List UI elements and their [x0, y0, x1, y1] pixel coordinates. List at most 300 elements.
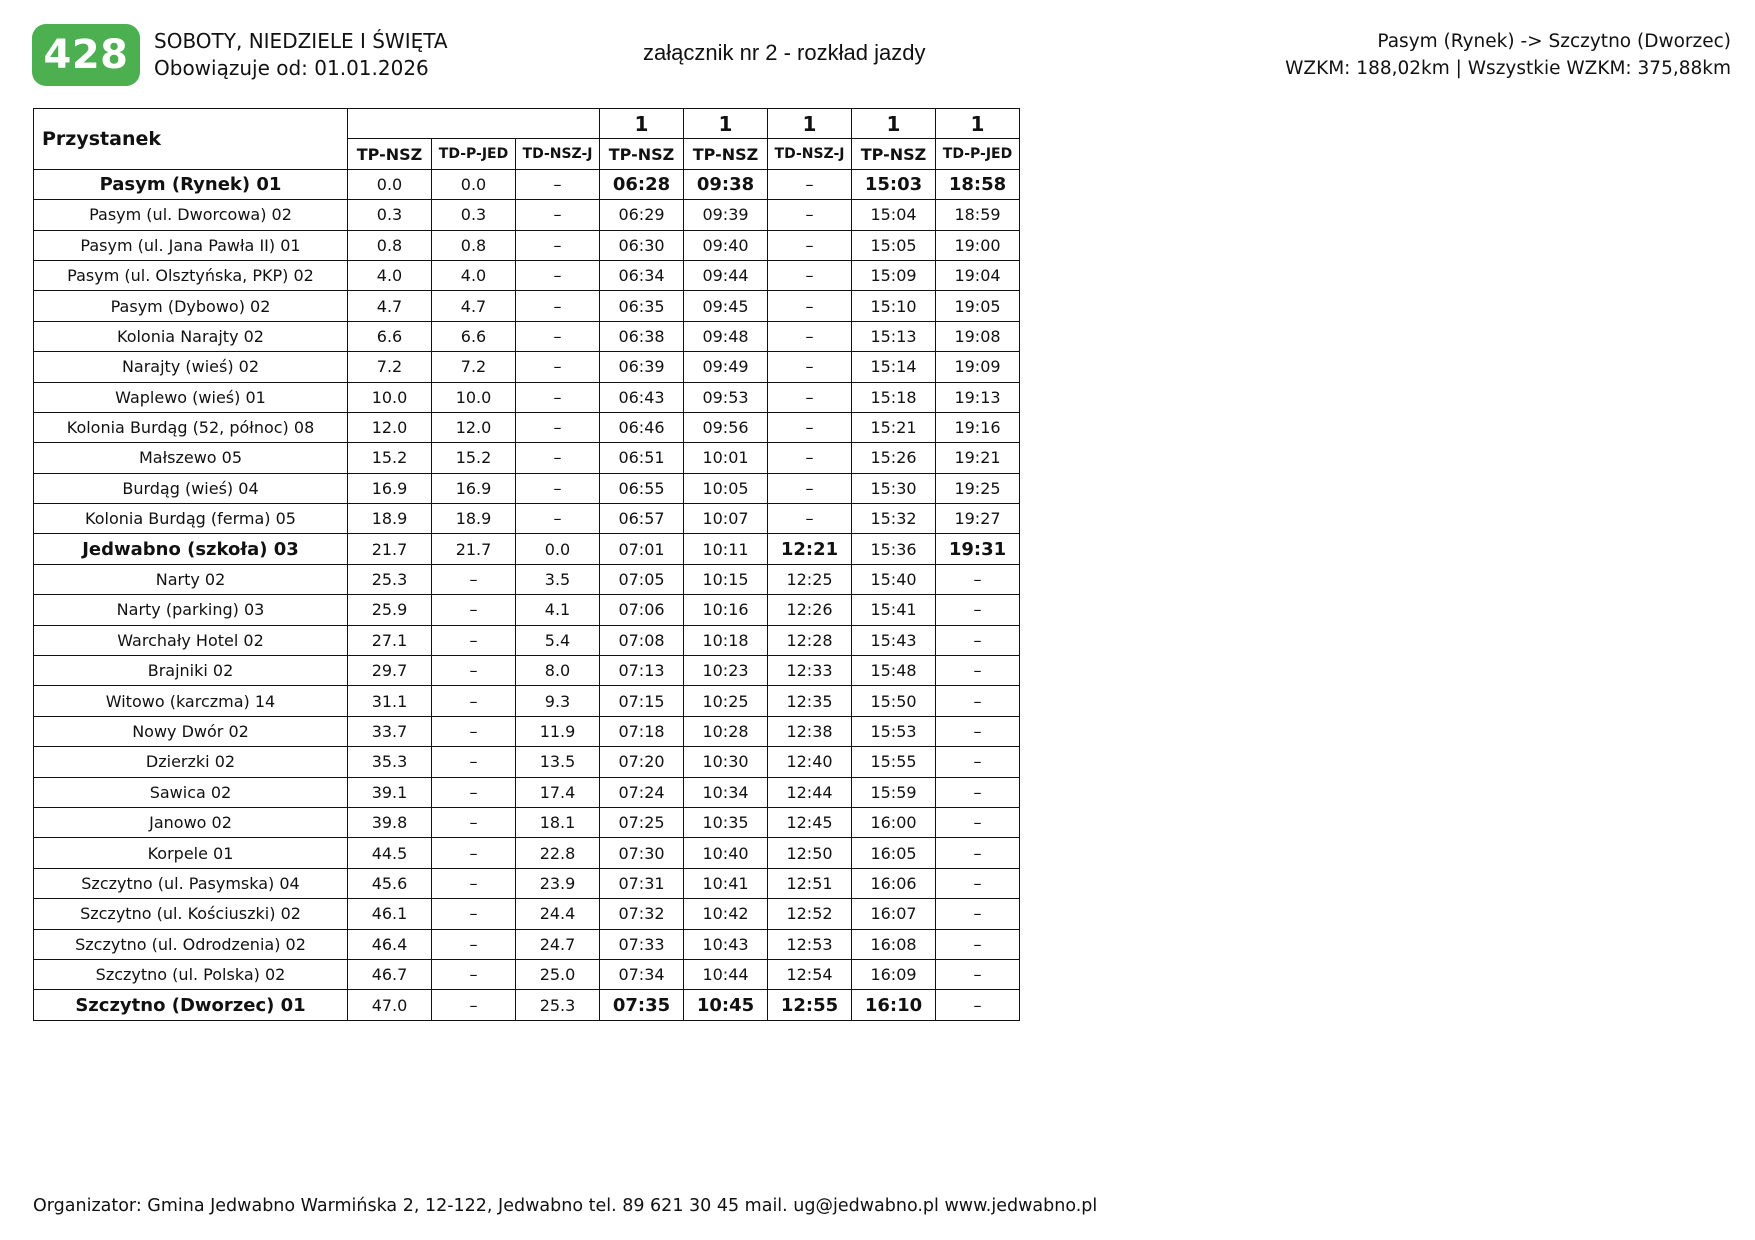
table-row [34, 443, 1020, 473]
departure-time-cell: 16:06 [852, 868, 936, 898]
table-row [34, 291, 1020, 321]
departure-time-cell: 06:46 [600, 412, 684, 442]
course-number: 1 [684, 109, 768, 139]
distance-cell: – [516, 382, 600, 412]
distance-cell: 21.7 [348, 534, 432, 564]
distance-cell: 10.0 [432, 382, 516, 412]
departure-time-cell: 15:14 [852, 352, 936, 382]
departure-time-cell: 15:03 [852, 169, 936, 199]
departure-time-cell: 16:08 [852, 929, 936, 959]
departure-time-cell: 06:30 [600, 230, 684, 260]
distance-cell: – [516, 200, 600, 230]
distance-cell: 17.4 [516, 777, 600, 807]
distance-cell: – [432, 929, 516, 959]
course-number: 1 [936, 109, 1020, 139]
departure-time-cell: 10:18 [684, 625, 768, 655]
distance-cell: 15.2 [348, 443, 432, 473]
departure-time-cell: – [768, 443, 852, 473]
stop-name: Kolonia Burdąg (52, północ) 08 [34, 412, 348, 442]
departure-time-cell: 16:10 [852, 990, 936, 1020]
distance-cell: 25.3 [348, 564, 432, 594]
distance-cell: 4.1 [516, 595, 600, 625]
departure-time-cell: 16:05 [852, 838, 936, 868]
departure-time-cell: 10:43 [684, 929, 768, 959]
departure-time-cell: 18:59 [936, 200, 1020, 230]
distance-cell: 18.9 [348, 504, 432, 534]
departure-time-cell: 12:45 [768, 807, 852, 837]
stop-name: Burdąg (wieś) 04 [34, 473, 348, 503]
departure-time-cell: 06:35 [600, 291, 684, 321]
departure-time-cell: – [936, 564, 1020, 594]
distance-cell: 47.0 [348, 990, 432, 1020]
distance-cell: – [516, 412, 600, 442]
distance-cell: 12.0 [348, 412, 432, 442]
distance-cell: – [432, 656, 516, 686]
distance-variant: TD-P-JED [432, 139, 516, 169]
departure-time-cell: 16:09 [852, 959, 936, 989]
departure-time-cell: 15:30 [852, 473, 936, 503]
distance-cell: 4.0 [432, 260, 516, 290]
distance-cell: 0.3 [348, 200, 432, 230]
distance-cell: 25.3 [516, 990, 600, 1020]
departure-time-cell: 09:38 [684, 169, 768, 199]
distance-cell: 6.6 [432, 321, 516, 351]
distance-cell: 7.2 [348, 352, 432, 382]
distance-header-spacer [348, 109, 600, 139]
distance-cell: 23.9 [516, 868, 600, 898]
distance-variant: TP-NSZ [348, 139, 432, 169]
distance-cell: – [432, 747, 516, 777]
table-row [34, 321, 1020, 351]
departure-time-cell: 19:04 [936, 260, 1020, 290]
departure-time-cell: 07:05 [600, 564, 684, 594]
departure-time-cell: 15:50 [852, 686, 936, 716]
departure-time-cell: 06:57 [600, 504, 684, 534]
distance-cell: 44.5 [348, 838, 432, 868]
distance-cell: 11.9 [516, 716, 600, 746]
distance-cell: 12.0 [432, 412, 516, 442]
departure-time-cell: 19:27 [936, 504, 1020, 534]
distance-cell: 0.0 [432, 169, 516, 199]
departure-time-cell: – [768, 321, 852, 351]
table-row [34, 169, 1020, 199]
table-row [34, 959, 1020, 989]
table-row [34, 504, 1020, 534]
stop-name: Szczytno (ul. Kościuszki) 02 [34, 899, 348, 929]
departure-time-cell: 16:00 [852, 807, 936, 837]
departure-time-cell: 07:18 [600, 716, 684, 746]
departure-time-cell: – [768, 504, 852, 534]
distance-cell: 16.9 [432, 473, 516, 503]
distance-cell: 0.8 [348, 230, 432, 260]
departure-time-cell: 10:40 [684, 838, 768, 868]
departure-time-cell: 15:09 [852, 260, 936, 290]
distance-cell: 39.1 [348, 777, 432, 807]
departure-time-cell: 12:53 [768, 929, 852, 959]
departure-time-cell: 15:41 [852, 595, 936, 625]
distance-cell: 18.1 [516, 807, 600, 837]
distance-cell: – [432, 838, 516, 868]
table-row [34, 625, 1020, 655]
departure-time-cell: – [936, 595, 1020, 625]
stop-name: Warchały Hotel 02 [34, 625, 348, 655]
departure-time-cell: 12:52 [768, 899, 852, 929]
stop-name: Szczytno (Dworzec) 01 [34, 990, 348, 1020]
departure-time-cell: – [936, 777, 1020, 807]
distance-cell: 0.8 [432, 230, 516, 260]
stop-name: Witowo (karczma) 14 [34, 686, 348, 716]
departure-time-cell: – [768, 352, 852, 382]
departure-time-cell: 12:38 [768, 716, 852, 746]
stop-name: Janowo 02 [34, 807, 348, 837]
departure-time-cell: 12:25 [768, 564, 852, 594]
distance-cell: 5.4 [516, 625, 600, 655]
distance-cell: – [516, 230, 600, 260]
departure-time-cell: 12:50 [768, 838, 852, 868]
departure-time-cell: 09:56 [684, 412, 768, 442]
course-variant: TD-NSZ-J [768, 139, 852, 169]
stop-name: Kolonia Narajty 02 [34, 321, 348, 351]
departure-time-cell: 06:55 [600, 473, 684, 503]
table-row [34, 382, 1020, 412]
departure-time-cell: 15:18 [852, 382, 936, 412]
table-row [34, 777, 1020, 807]
distance-cell: – [432, 564, 516, 594]
departure-time-cell: 10:41 [684, 868, 768, 898]
distance-cell: 46.7 [348, 959, 432, 989]
departure-time-cell: 07:32 [600, 899, 684, 929]
valid-from: Obowiązuje od: 01.01.2026 [154, 56, 429, 80]
departure-time-cell: 19:05 [936, 291, 1020, 321]
attachment-title: załącznik nr 2 - rozkład jazdy [643, 40, 926, 65]
table-row [34, 807, 1020, 837]
distance-cell: – [432, 625, 516, 655]
departure-time-cell: 19:13 [936, 382, 1020, 412]
departure-time-cell: 19:31 [936, 534, 1020, 564]
departure-time-cell: 15:55 [852, 747, 936, 777]
departure-time-cell: 06:29 [600, 200, 684, 230]
departure-time-cell: 12:55 [768, 990, 852, 1020]
table-row [34, 747, 1020, 777]
distance-cell: 0.3 [432, 200, 516, 230]
departure-time-cell: – [768, 291, 852, 321]
departure-time-cell: 18:58 [936, 169, 1020, 199]
course-number: 1 [852, 109, 936, 139]
schedule-info [154, 28, 448, 82]
distance-cell: 31.1 [348, 686, 432, 716]
departure-time-cell: 15:59 [852, 777, 936, 807]
departure-time-cell: 10:01 [684, 443, 768, 473]
table-row [34, 534, 1020, 564]
departure-time-cell: 06:39 [600, 352, 684, 382]
departure-time-cell: 12:44 [768, 777, 852, 807]
course-variant: TP-NSZ [684, 139, 768, 169]
departure-time-cell: – [936, 899, 1020, 929]
distance-cell: – [432, 686, 516, 716]
departure-time-cell: 10:45 [684, 990, 768, 1020]
distance-cell: 3.5 [516, 564, 600, 594]
route-direction: Pasym (Rynek) -> Szczytno (Dworzec) [1377, 31, 1731, 52]
departure-time-cell: 10:25 [684, 686, 768, 716]
departure-time-cell: 10:30 [684, 747, 768, 777]
stop-name: Pasym (ul. Dworcowa) 02 [34, 200, 348, 230]
stop-name: Brajniki 02 [34, 656, 348, 686]
departure-time-cell: 10:15 [684, 564, 768, 594]
departure-time-cell: 10:23 [684, 656, 768, 686]
departure-time-cell: – [936, 807, 1020, 837]
departure-time-cell: 07:20 [600, 747, 684, 777]
course-number: 1 [768, 109, 852, 139]
departure-time-cell: 15:32 [852, 504, 936, 534]
stop-name: Pasym (ul. Jana Pawła II) 01 [34, 230, 348, 260]
stop-name: Narty (parking) 03 [34, 595, 348, 625]
departure-time-cell: 09:44 [684, 260, 768, 290]
departure-time-cell: 15:53 [852, 716, 936, 746]
stop-name: Korpele 01 [34, 838, 348, 868]
distance-cell: 22.8 [516, 838, 600, 868]
departure-time-cell: 16:07 [852, 899, 936, 929]
departure-time-cell: 15:36 [852, 534, 936, 564]
departure-time-cell: 12:21 [768, 534, 852, 564]
stop-name: Narty 02 [34, 564, 348, 594]
departure-time-cell: 09:53 [684, 382, 768, 412]
departure-time-cell: 19:00 [936, 230, 1020, 260]
departure-time-cell: 10:44 [684, 959, 768, 989]
line-number-badge: 428 [32, 24, 140, 86]
departure-time-cell: 07:35 [600, 990, 684, 1020]
departure-time-cell: – [768, 412, 852, 442]
stop-name: Sawica 02 [34, 777, 348, 807]
distance-cell: 21.7 [432, 534, 516, 564]
distance-cell: – [516, 260, 600, 290]
departure-time-cell: – [936, 656, 1020, 686]
distance-cell: 35.3 [348, 747, 432, 777]
distance-cell: 6.6 [348, 321, 432, 351]
course-variant: TP-NSZ [852, 139, 936, 169]
departure-time-cell: – [936, 747, 1020, 777]
stop-name: Pasym (Rynek) 01 [34, 169, 348, 199]
day-type: SOBOTY, NIEDZIELE I ŚWIĘTA [154, 29, 448, 53]
departure-time-cell: 10:05 [684, 473, 768, 503]
distance-cell: 25.0 [516, 959, 600, 989]
departure-time-cell: 07:06 [600, 595, 684, 625]
departure-time-cell: 07:25 [600, 807, 684, 837]
stop-name: Szczytno (ul. Pasymska) 04 [34, 868, 348, 898]
distance-variant: TD-NSZ-J [516, 139, 600, 169]
distance-cell: – [516, 473, 600, 503]
course-number-row [34, 109, 1020, 139]
departure-time-cell: 07:15 [600, 686, 684, 716]
distance-cell: – [432, 899, 516, 929]
distance-cell: – [432, 595, 516, 625]
departure-time-cell: – [768, 230, 852, 260]
distance-cell: 24.7 [516, 929, 600, 959]
departure-time-cell: 19:25 [936, 473, 1020, 503]
organizer-footer: Organizator: Gmina Jedwabno Warmińska 2, 12-122, Jedwabno tel. 89 621 30 45 mail. ug@jedwabno.pl www.jedwabno.pl [33, 1196, 1098, 1216]
table-row [34, 352, 1020, 382]
table-row [34, 990, 1020, 1020]
distance-cell: 39.8 [348, 807, 432, 837]
departure-time-cell: 15:13 [852, 321, 936, 351]
departure-time-cell: 10:35 [684, 807, 768, 837]
departure-time-cell: 07:13 [600, 656, 684, 686]
stop-name: Dzierzki 02 [34, 747, 348, 777]
distance-cell: 0.0 [516, 534, 600, 564]
distance-cell: – [516, 443, 600, 473]
distance-cell: 13.5 [516, 747, 600, 777]
stop-name: Pasym (Dybowo) 02 [34, 291, 348, 321]
distance-cell: 46.4 [348, 929, 432, 959]
departure-time-cell: 12:28 [768, 625, 852, 655]
departure-time-cell: 15:10 [852, 291, 936, 321]
departure-time-cell: 06:51 [600, 443, 684, 473]
departure-time-cell: 10:16 [684, 595, 768, 625]
departure-time-cell: 12:51 [768, 868, 852, 898]
departure-time-cell: – [936, 625, 1020, 655]
timetable [33, 108, 1020, 1021]
departure-time-cell: 10:34 [684, 777, 768, 807]
departure-time-cell: – [936, 868, 1020, 898]
departure-time-cell: 15:48 [852, 656, 936, 686]
table-row [34, 838, 1020, 868]
departure-time-cell: 10:28 [684, 716, 768, 746]
distance-cell: – [432, 716, 516, 746]
departure-time-cell: 19:21 [936, 443, 1020, 473]
table-row [34, 716, 1020, 746]
distance-cell: 33.7 [348, 716, 432, 746]
departure-time-cell: – [936, 990, 1020, 1020]
departure-time-cell: 06:28 [600, 169, 684, 199]
departure-time-cell: 15:04 [852, 200, 936, 230]
departure-time-cell: – [936, 959, 1020, 989]
stop-column-header: Przystanek [34, 109, 348, 170]
departure-time-cell: 19:09 [936, 352, 1020, 382]
distance-cell: – [432, 959, 516, 989]
departure-time-cell: 10:07 [684, 504, 768, 534]
distance-cell: – [516, 504, 600, 534]
departure-time-cell: 09:48 [684, 321, 768, 351]
wzkm-summary: WZKM: 188,02km | Wszystkie WZKM: 375,88km [1285, 58, 1731, 79]
departure-time-cell: 07:31 [600, 868, 684, 898]
stop-name: Kolonia Burdąg (ferma) 05 [34, 504, 348, 534]
distance-cell: 15.2 [432, 443, 516, 473]
distance-cell: – [432, 807, 516, 837]
departure-time-cell: – [936, 929, 1020, 959]
distance-cell: 0.0 [348, 169, 432, 199]
departure-time-cell: 10:11 [684, 534, 768, 564]
departure-time-cell: 09:40 [684, 230, 768, 260]
table-row [34, 868, 1020, 898]
departure-time-cell: 15:40 [852, 564, 936, 594]
distance-cell: 4.7 [432, 291, 516, 321]
distance-cell: 4.0 [348, 260, 432, 290]
departure-time-cell: 19:16 [936, 412, 1020, 442]
departure-time-cell: 12:26 [768, 595, 852, 625]
timetable-body [34, 169, 1020, 1020]
table-row [34, 899, 1020, 929]
distance-cell: 10.0 [348, 382, 432, 412]
stop-name: Szczytno (ul. Odrodzenia) 02 [34, 929, 348, 959]
distance-cell: 25.9 [348, 595, 432, 625]
departure-time-cell: 06:43 [600, 382, 684, 412]
distance-cell: – [432, 990, 516, 1020]
distance-cell: 46.1 [348, 899, 432, 929]
table-row [34, 564, 1020, 594]
departure-time-cell: – [768, 169, 852, 199]
table-row [34, 200, 1020, 230]
departure-time-cell: 07:30 [600, 838, 684, 868]
departure-time-cell: 07:01 [600, 534, 684, 564]
distance-cell: 16.9 [348, 473, 432, 503]
departure-time-cell: 15:26 [852, 443, 936, 473]
stop-name: Nowy Dwór 02 [34, 716, 348, 746]
departure-time-cell: – [768, 473, 852, 503]
distance-cell: 18.9 [432, 504, 516, 534]
departure-time-cell: 09:39 [684, 200, 768, 230]
departure-time-cell: 12:35 [768, 686, 852, 716]
stop-name: Małszewo 05 [34, 443, 348, 473]
table-row [34, 412, 1020, 442]
departure-time-cell: 15:43 [852, 625, 936, 655]
departure-time-cell: 06:34 [600, 260, 684, 290]
departure-time-cell: – [936, 838, 1020, 868]
departure-time-cell: 09:49 [684, 352, 768, 382]
departure-time-cell: 07:33 [600, 929, 684, 959]
table-row [34, 230, 1020, 260]
departure-time-cell: 19:08 [936, 321, 1020, 351]
distance-cell: 29.7 [348, 656, 432, 686]
departure-time-cell: – [936, 716, 1020, 746]
distance-cell: 27.1 [348, 625, 432, 655]
departure-time-cell: 12:54 [768, 959, 852, 989]
table-row [34, 260, 1020, 290]
distance-cell: 4.7 [348, 291, 432, 321]
departure-time-cell: 15:21 [852, 412, 936, 442]
distance-cell: – [516, 352, 600, 382]
departure-time-cell: – [936, 686, 1020, 716]
departure-time-cell: 15:05 [852, 230, 936, 260]
distance-cell: 9.3 [516, 686, 600, 716]
distance-cell: – [432, 868, 516, 898]
departure-time-cell: 09:45 [684, 291, 768, 321]
table-row [34, 595, 1020, 625]
table-row [34, 686, 1020, 716]
departure-time-cell: 12:40 [768, 747, 852, 777]
departure-time-cell: 06:38 [600, 321, 684, 351]
table-row [34, 473, 1020, 503]
course-number: 1 [600, 109, 684, 139]
course-variant: TP-NSZ [600, 139, 684, 169]
departure-time-cell: – [768, 382, 852, 412]
stop-name: Szczytno (ul. Polska) 02 [34, 959, 348, 989]
distance-cell: – [516, 321, 600, 351]
table-row [34, 656, 1020, 686]
distance-cell: – [516, 169, 600, 199]
distance-cell: – [516, 291, 600, 321]
departure-time-cell: 07:34 [600, 959, 684, 989]
departure-time-cell: – [768, 260, 852, 290]
departure-time-cell: 07:08 [600, 625, 684, 655]
distance-cell: 24.4 [516, 899, 600, 929]
distance-cell: 45.6 [348, 868, 432, 898]
stop-name: Jedwabno (szkoła) 03 [34, 534, 348, 564]
stop-name: Waplewo (wieś) 01 [34, 382, 348, 412]
departure-time-cell: 10:42 [684, 899, 768, 929]
stop-name: Pasym (ul. Olsztyńska, PKP) 02 [34, 260, 348, 290]
departure-time-cell: – [768, 200, 852, 230]
stop-name: Narajty (wieś) 02 [34, 352, 348, 382]
distance-cell: 7.2 [432, 352, 516, 382]
